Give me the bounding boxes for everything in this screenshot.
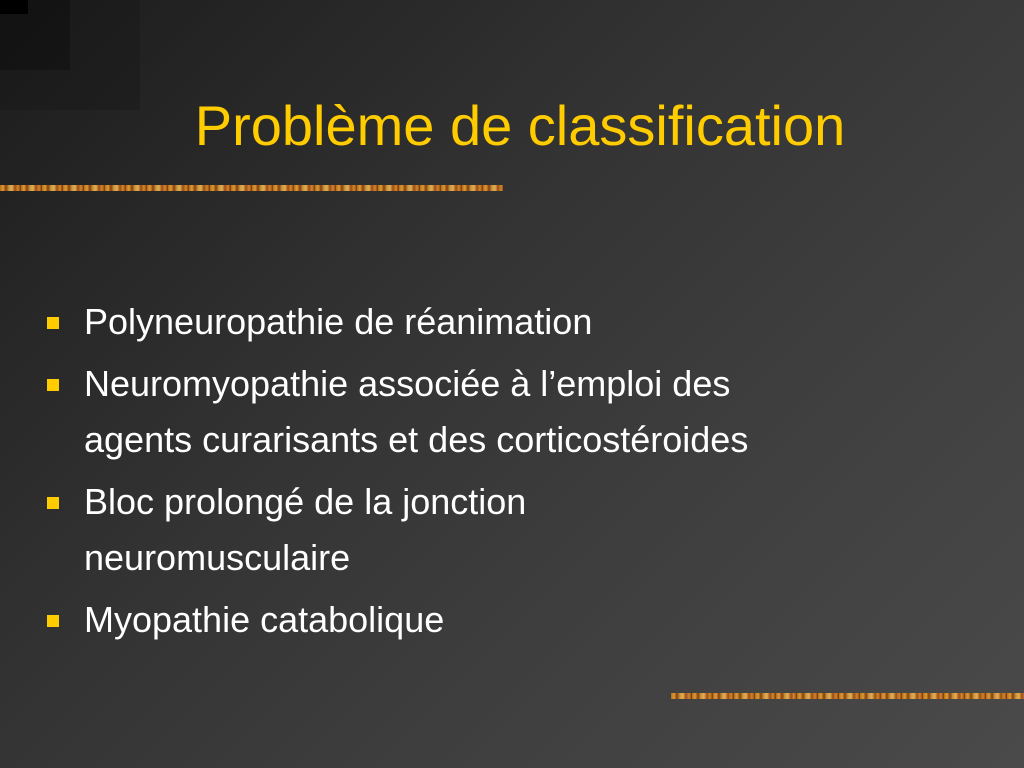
- corner-decoration-small: [0, 0, 28, 14]
- bullet-line: agents curarisants et des corticostéroides: [84, 419, 749, 460]
- bullet-line: Neuromyopathie associée à l’emploi des: [84, 363, 731, 404]
- bullet-item: [0, 294, 1000, 350]
- square-bullet-icon: [47, 497, 59, 509]
- bullet-item: [0, 474, 1000, 586]
- bullet-text: [84, 356, 1000, 468]
- bullet-text: [84, 592, 1000, 648]
- bullet-text: [84, 294, 1000, 350]
- square-bullet-icon: [47, 615, 59, 627]
- bullet-item: [0, 356, 1000, 468]
- bottom-decorative-rule: [671, 693, 1024, 699]
- bullet-line: Myopathie catabolique: [84, 599, 445, 640]
- title-underline-rule: [0, 185, 503, 191]
- bullet-item: [0, 592, 1000, 648]
- square-bullet-icon: [47, 317, 59, 329]
- square-bullet-icon: [47, 379, 59, 391]
- bullet-list: [0, 294, 1000, 654]
- bullet-line: Polyneuropathie de réanimation: [84, 301, 593, 342]
- bullet-text: [84, 474, 1000, 586]
- bullet-line: neuromusculaire: [84, 537, 351, 578]
- bullet-line: Bloc prolongé de la jonction: [84, 481, 527, 522]
- slide-title: Problème de classification: [194, 94, 846, 157]
